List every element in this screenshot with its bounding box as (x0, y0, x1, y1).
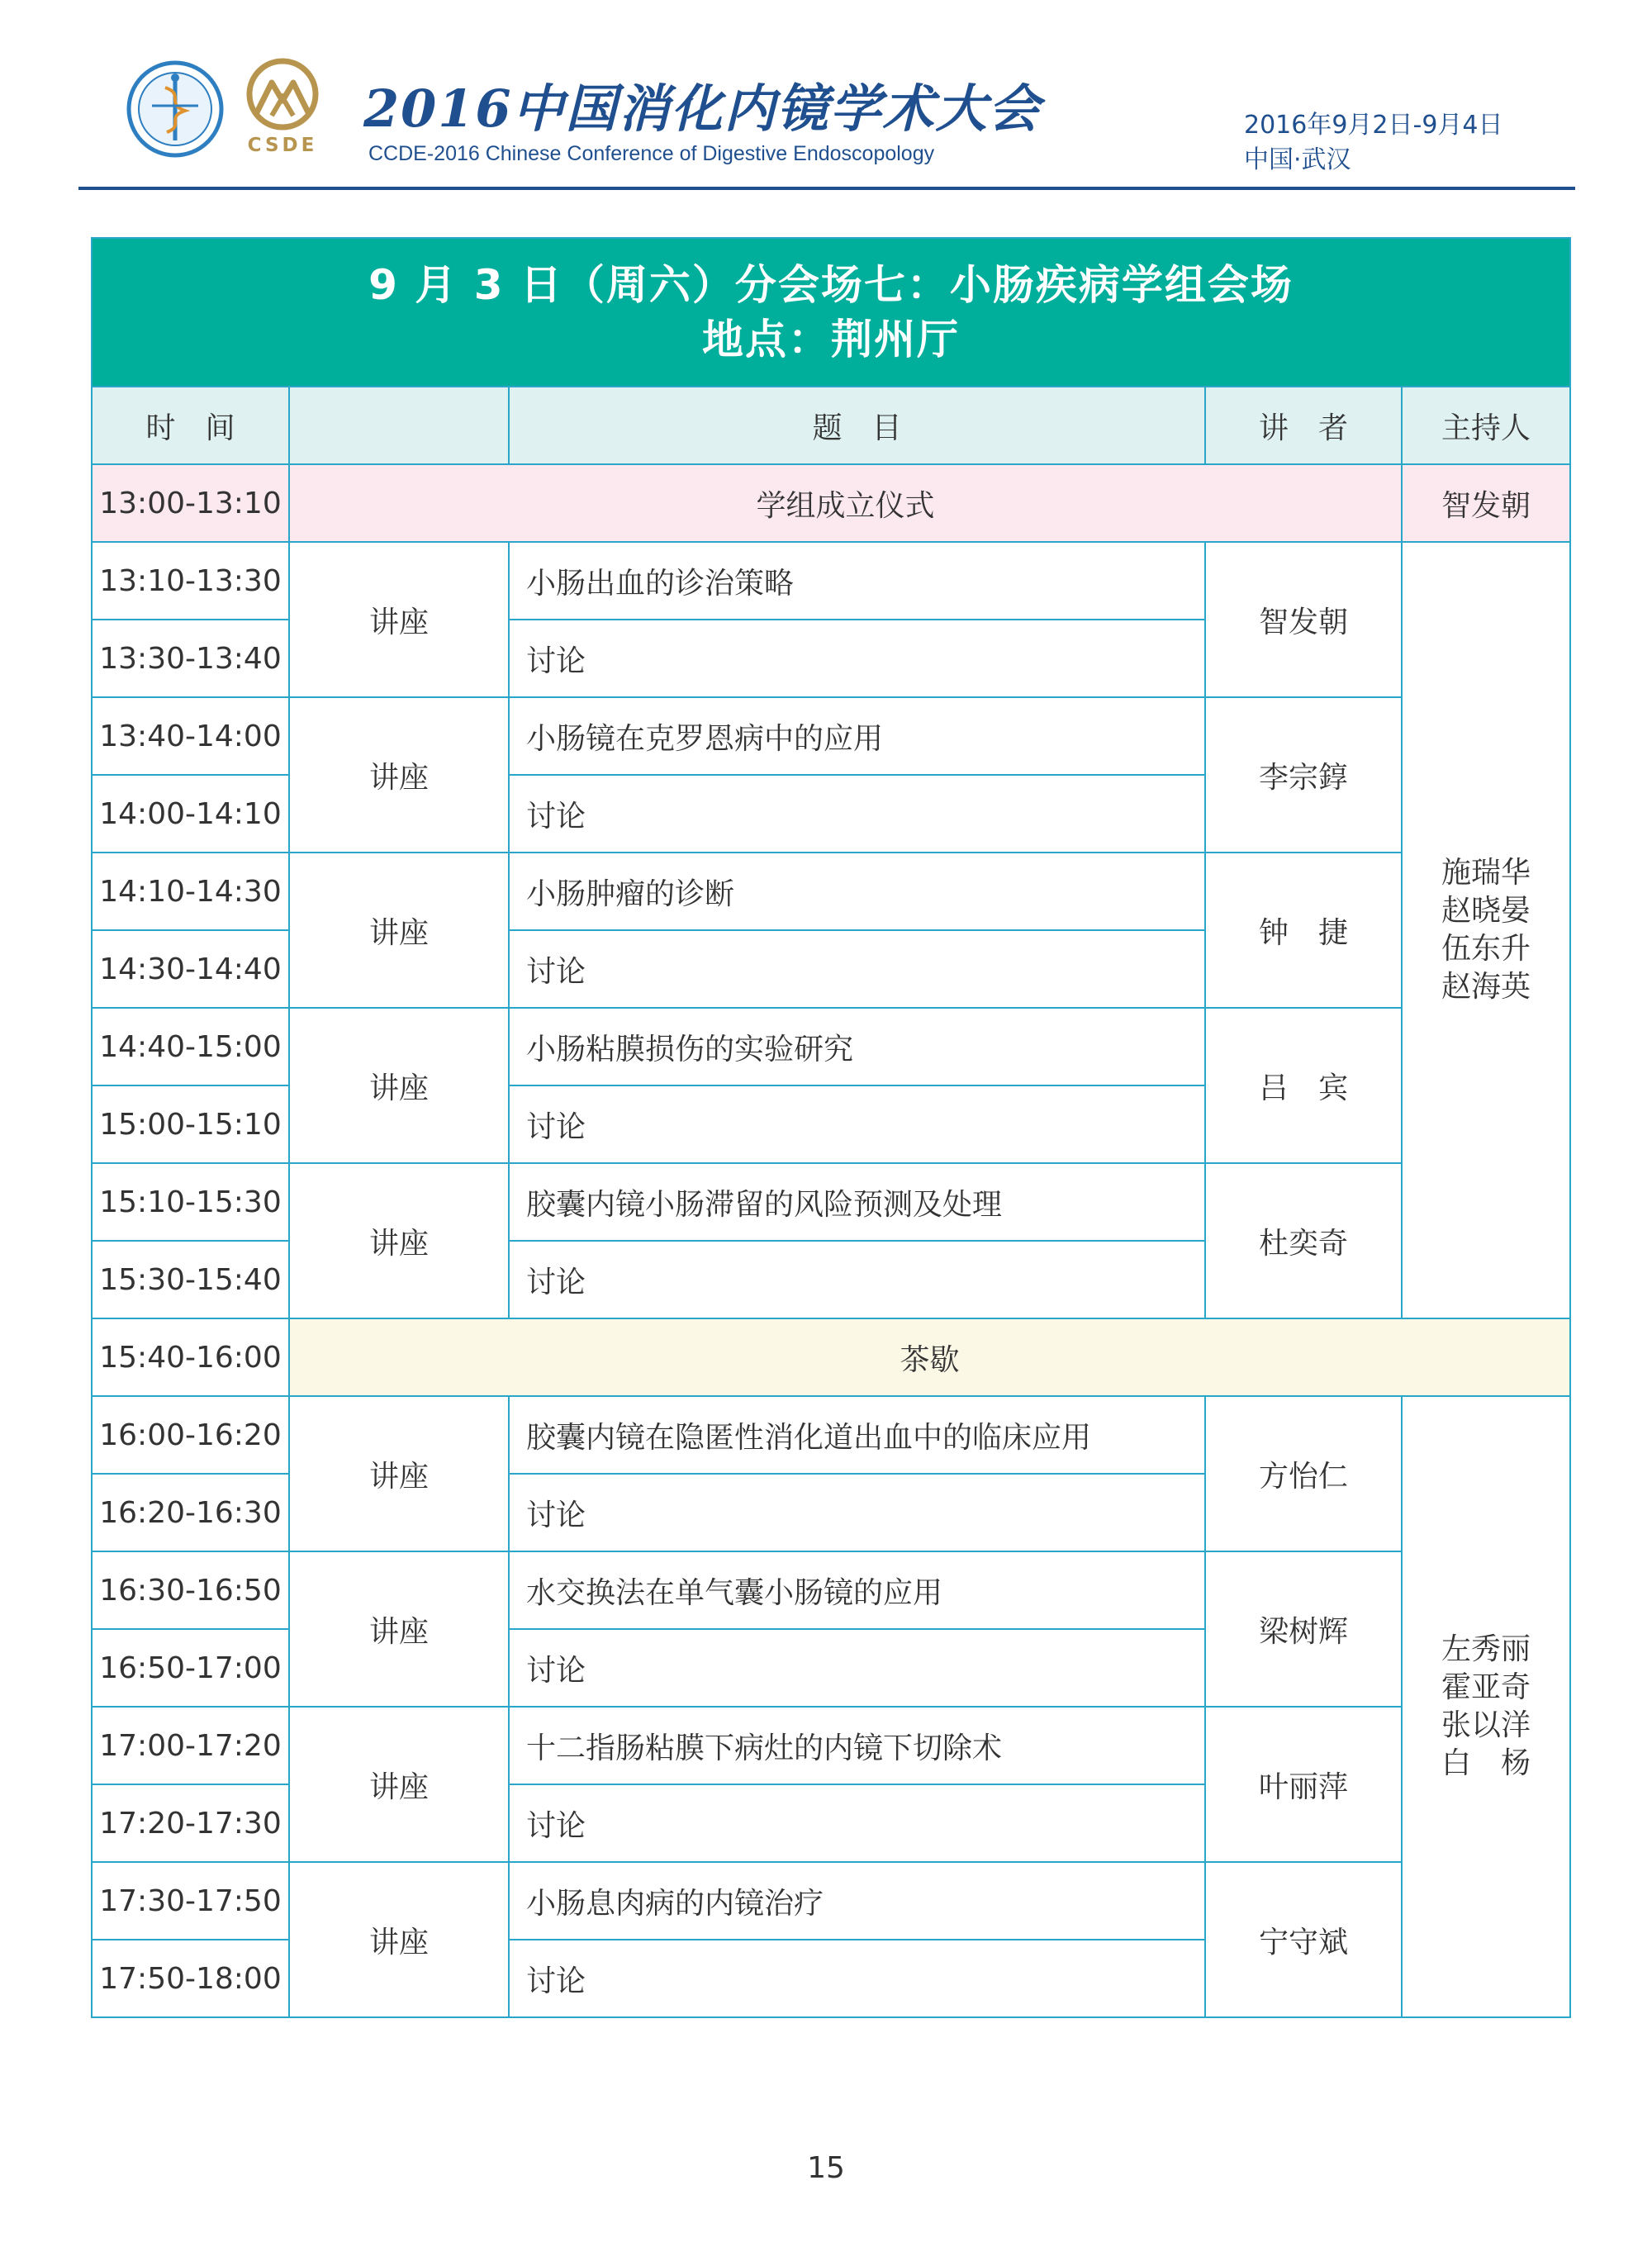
discussion-time: 16:50-17:00 (92, 1629, 289, 1707)
column-header-row (92, 387, 1570, 464)
host-name: 张以洋 (1441, 1708, 1531, 1742)
opening-row (92, 464, 1570, 542)
discussion-time: 17:50-18:00 (92, 1940, 289, 2017)
discussion-topic: 讨论 (509, 1085, 1205, 1163)
block-hosts (1402, 542, 1570, 1318)
opening-host: 智发朝 (1402, 464, 1570, 542)
discussion-topic: 讨论 (509, 1784, 1205, 1862)
lecture-topic: 小肠息肉病的内镜治疗 (509, 1862, 1205, 1940)
discussion-time: 13:30-13:40 (92, 620, 289, 697)
lecture-time: 14:10-14:30 (92, 853, 289, 930)
lecture-speaker: 钟 捷 (1205, 853, 1402, 1008)
conference-subtitle: CCDE-2016 Chinese Conference of Digestive Endoscopology (368, 142, 935, 165)
break-label: 茶歇 (289, 1318, 1570, 1396)
lecture-row (92, 1862, 1570, 1940)
discussion-topic: 讨论 (509, 1241, 1205, 1318)
session-type: 讲座 (289, 1551, 509, 1707)
lecture-topic: 十二指肠粘膜下病灶的内镜下切除术 (509, 1707, 1205, 1784)
conference-date: 2016年9月2日-9月4日 (1244, 111, 1503, 140)
conference-title: 2016中国消化内镜学术大会 (363, 78, 1042, 139)
lecture-speaker: 梁树辉 (1205, 1551, 1402, 1707)
discussion-topic: 讨论 (509, 1474, 1205, 1551)
discussion-time: 14:30-14:40 (92, 930, 289, 1008)
lecture-row (92, 697, 1570, 775)
col-header-host: 主持人 (1402, 387, 1570, 464)
discussion-time: 15:30-15:40 (92, 1241, 289, 1318)
discussion-time: 14:00-14:10 (92, 775, 289, 853)
cma-logo-icon (124, 58, 226, 182)
lecture-time: 15:10-15:30 (92, 1163, 289, 1241)
lecture-row (92, 1396, 1570, 1474)
page-number: 15 (807, 2151, 845, 2185)
discussion-topic: 讨论 (509, 775, 1205, 853)
lecture-topic: 水交换法在单气囊小肠镜的应用 (509, 1551, 1205, 1629)
session-location: 地点：荆州厅 (702, 316, 960, 363)
lecture-row (92, 1707, 1570, 1784)
col-header-time: 时 间 (92, 387, 289, 464)
host-name: 霍亚奇 (1441, 1670, 1531, 1704)
opening-topic: 学组成立仪式 (289, 464, 1402, 542)
opening-time: 13:00-13:10 (92, 464, 289, 542)
lecture-speaker: 方怡仁 (1205, 1396, 1402, 1551)
lecture-time: 17:30-17:50 (92, 1862, 289, 1940)
discussion-time: 15:00-15:10 (92, 1085, 289, 1163)
session-type: 讲座 (289, 1707, 509, 1862)
session-title-line1: 9 月 3 日（周六）分会场七：小肠疾病学组会场 (368, 261, 1294, 309)
session-type: 讲座 (289, 542, 509, 697)
lecture-speaker: 李宗錞 (1205, 697, 1402, 853)
block-hosts (1402, 1396, 1570, 2017)
session-type: 讲座 (289, 1163, 509, 1318)
col-header-type (289, 387, 509, 464)
lecture-topic: 胶囊内镜在隐匿性消化道出血中的临床应用 (509, 1396, 1205, 1474)
discussion-topic: 讨论 (509, 1629, 1205, 1707)
lecture-row (92, 542, 1570, 620)
col-header-topic: 题 目 (509, 387, 1205, 464)
lecture-time: 17:00-17:20 (92, 1707, 289, 1784)
lecture-time: 16:00-16:20 (92, 1396, 289, 1474)
header-divider (78, 187, 1575, 190)
host-name: 施瑞华 (1441, 856, 1531, 890)
session-type: 讲座 (289, 1008, 509, 1163)
schedule-block-1 (92, 542, 1570, 1318)
lecture-row (92, 1551, 1570, 1629)
lecture-topic: 小肠肿瘤的诊断 (509, 853, 1205, 930)
lecture-speaker: 智发朝 (1205, 542, 1402, 697)
session-type: 讲座 (289, 1862, 509, 2017)
lecture-row (92, 1163, 1570, 1241)
lecture-topic: 小肠镜在克罗恩病中的应用 (509, 697, 1205, 775)
host-name: 伍东升 (1441, 932, 1531, 966)
csde-logo-text: CSDE (247, 135, 318, 156)
lecture-speaker: 宁守斌 (1205, 1862, 1402, 2017)
session-title (92, 238, 1570, 387)
discussion-time: 16:20-16:30 (92, 1474, 289, 1551)
break-row (92, 1318, 1570, 1396)
host-name: 白 杨 (1441, 1746, 1531, 1780)
discussion-topic: 讨论 (509, 1940, 1205, 2017)
discussion-topic: 讨论 (509, 930, 1205, 1008)
lecture-time: 13:10-13:30 (92, 542, 289, 620)
lecture-speaker: 吕 宾 (1205, 1008, 1402, 1163)
break-time: 15:40-16:00 (92, 1318, 289, 1396)
col-header-speaker: 讲 者 (1205, 387, 1402, 464)
lecture-time: 13:40-14:00 (92, 697, 289, 775)
discussion-topic: 讨论 (509, 620, 1205, 697)
host-name: 左秀丽 (1441, 1632, 1531, 1666)
schedule-block-2 (92, 1396, 1570, 2017)
lecture-time: 16:30-16:50 (92, 1551, 289, 1629)
session-type: 讲座 (289, 697, 509, 853)
lecture-row (92, 1008, 1570, 1085)
host-name: 赵海英 (1441, 970, 1531, 1004)
host-name: 赵晓晏 (1441, 894, 1531, 928)
lecture-speaker: 杜奕奇 (1205, 1163, 1402, 1318)
schedule-table (91, 237, 1571, 2018)
lecture-row (92, 853, 1570, 930)
conference-place: 中国·武汉 (1244, 145, 1351, 174)
lecture-time: 14:40-15:00 (92, 1008, 289, 1085)
page-header (0, 0, 1652, 192)
lecture-topic: 小肠出血的诊治策略 (509, 542, 1205, 620)
session-title-row (92, 238, 1570, 387)
discussion-time: 17:20-17:30 (92, 1784, 289, 1862)
session-type: 讲座 (289, 1396, 509, 1551)
lecture-topic: 小肠粘膜损伤的实验研究 (509, 1008, 1205, 1085)
session-type: 讲座 (289, 853, 509, 1008)
lecture-speaker: 叶丽萍 (1205, 1707, 1402, 1862)
lecture-topic: 胶囊内镜小肠滞留的风险预测及处理 (509, 1163, 1205, 1241)
